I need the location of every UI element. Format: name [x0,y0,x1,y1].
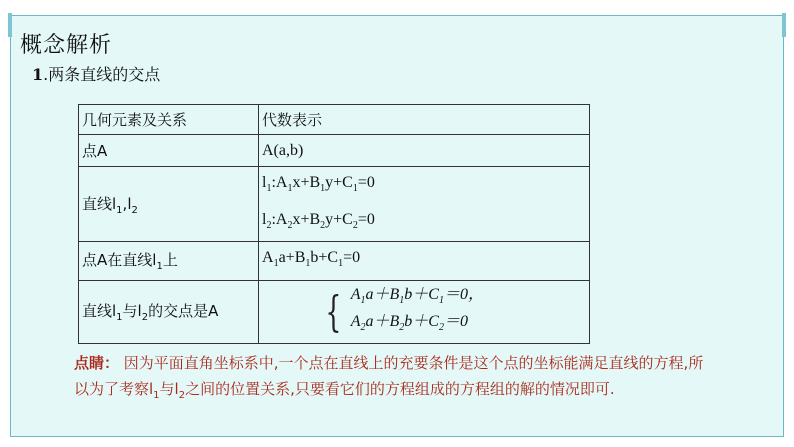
system-lines [351,285,484,337]
header-geometry: 几何元素及关系 [79,105,259,135]
geo-cell [79,242,259,280]
geo-text: 上 [162,251,178,270]
alg-cell: A(a,b) [259,135,590,167]
table-row [79,135,590,167]
alg-cell [259,280,590,343]
section-heading-text: .两条直线的交点 [43,65,161,84]
intersection-table [78,104,590,344]
geo-cell [79,167,259,242]
geo-text: ,l [122,194,132,213]
table-row [79,280,590,343]
line-equation-2: $l_2:A_2x+B_2y+C_2=0$ [262,211,375,232]
system-equation-2: $A_2a+B_2b+C_2=0$ [350,312,468,333]
table-row [79,242,590,280]
system-equation-1: $A_1a+B_1b+C_1=0$， [350,286,484,307]
subscript: 1 [153,390,160,401]
alg-cell: $A_1a+B_1b+C_1=0$ [259,242,590,280]
alg-cell [259,167,590,242]
geo-cell: 点A [79,135,259,167]
section-heading [32,62,160,85]
tip-text: 因为平面直角坐标系中,一个点在直线上的充要条件是这个点的坐标能满足直线的方程,所以为了考察l [74,354,704,398]
subscript: 2 [131,204,138,216]
subscript: 1 [156,261,163,273]
left-brace-icon: { [325,286,342,336]
corner-marker-right [782,13,786,37]
section-number: 1 [32,65,44,84]
line-equation-1: $l_1:A_1x+B_1y+C_1=0$ [262,174,375,195]
corner-marker-left [8,13,12,37]
subscript: 1 [116,204,123,216]
table-header-row [79,105,590,135]
equation-system [262,285,586,337]
page-title: 概念解析 [20,33,113,58]
header-algebra: 代数表示 [259,105,590,135]
table-row [79,167,590,242]
tip-text: 之间的位置关系,只要看它们的方程组成的方程组的解的情况即可. [185,380,615,398]
tip-text: 与l [159,380,179,398]
geo-text: 点A在直线l [82,251,157,270]
geo-cell: 直线$l_1$与$l_2$的交点是A [79,280,259,343]
tip-note [74,350,714,409]
tip-label: 点睛： [74,354,120,372]
geo-text: 直线l [82,194,117,213]
subscript: 2 [178,390,186,401]
